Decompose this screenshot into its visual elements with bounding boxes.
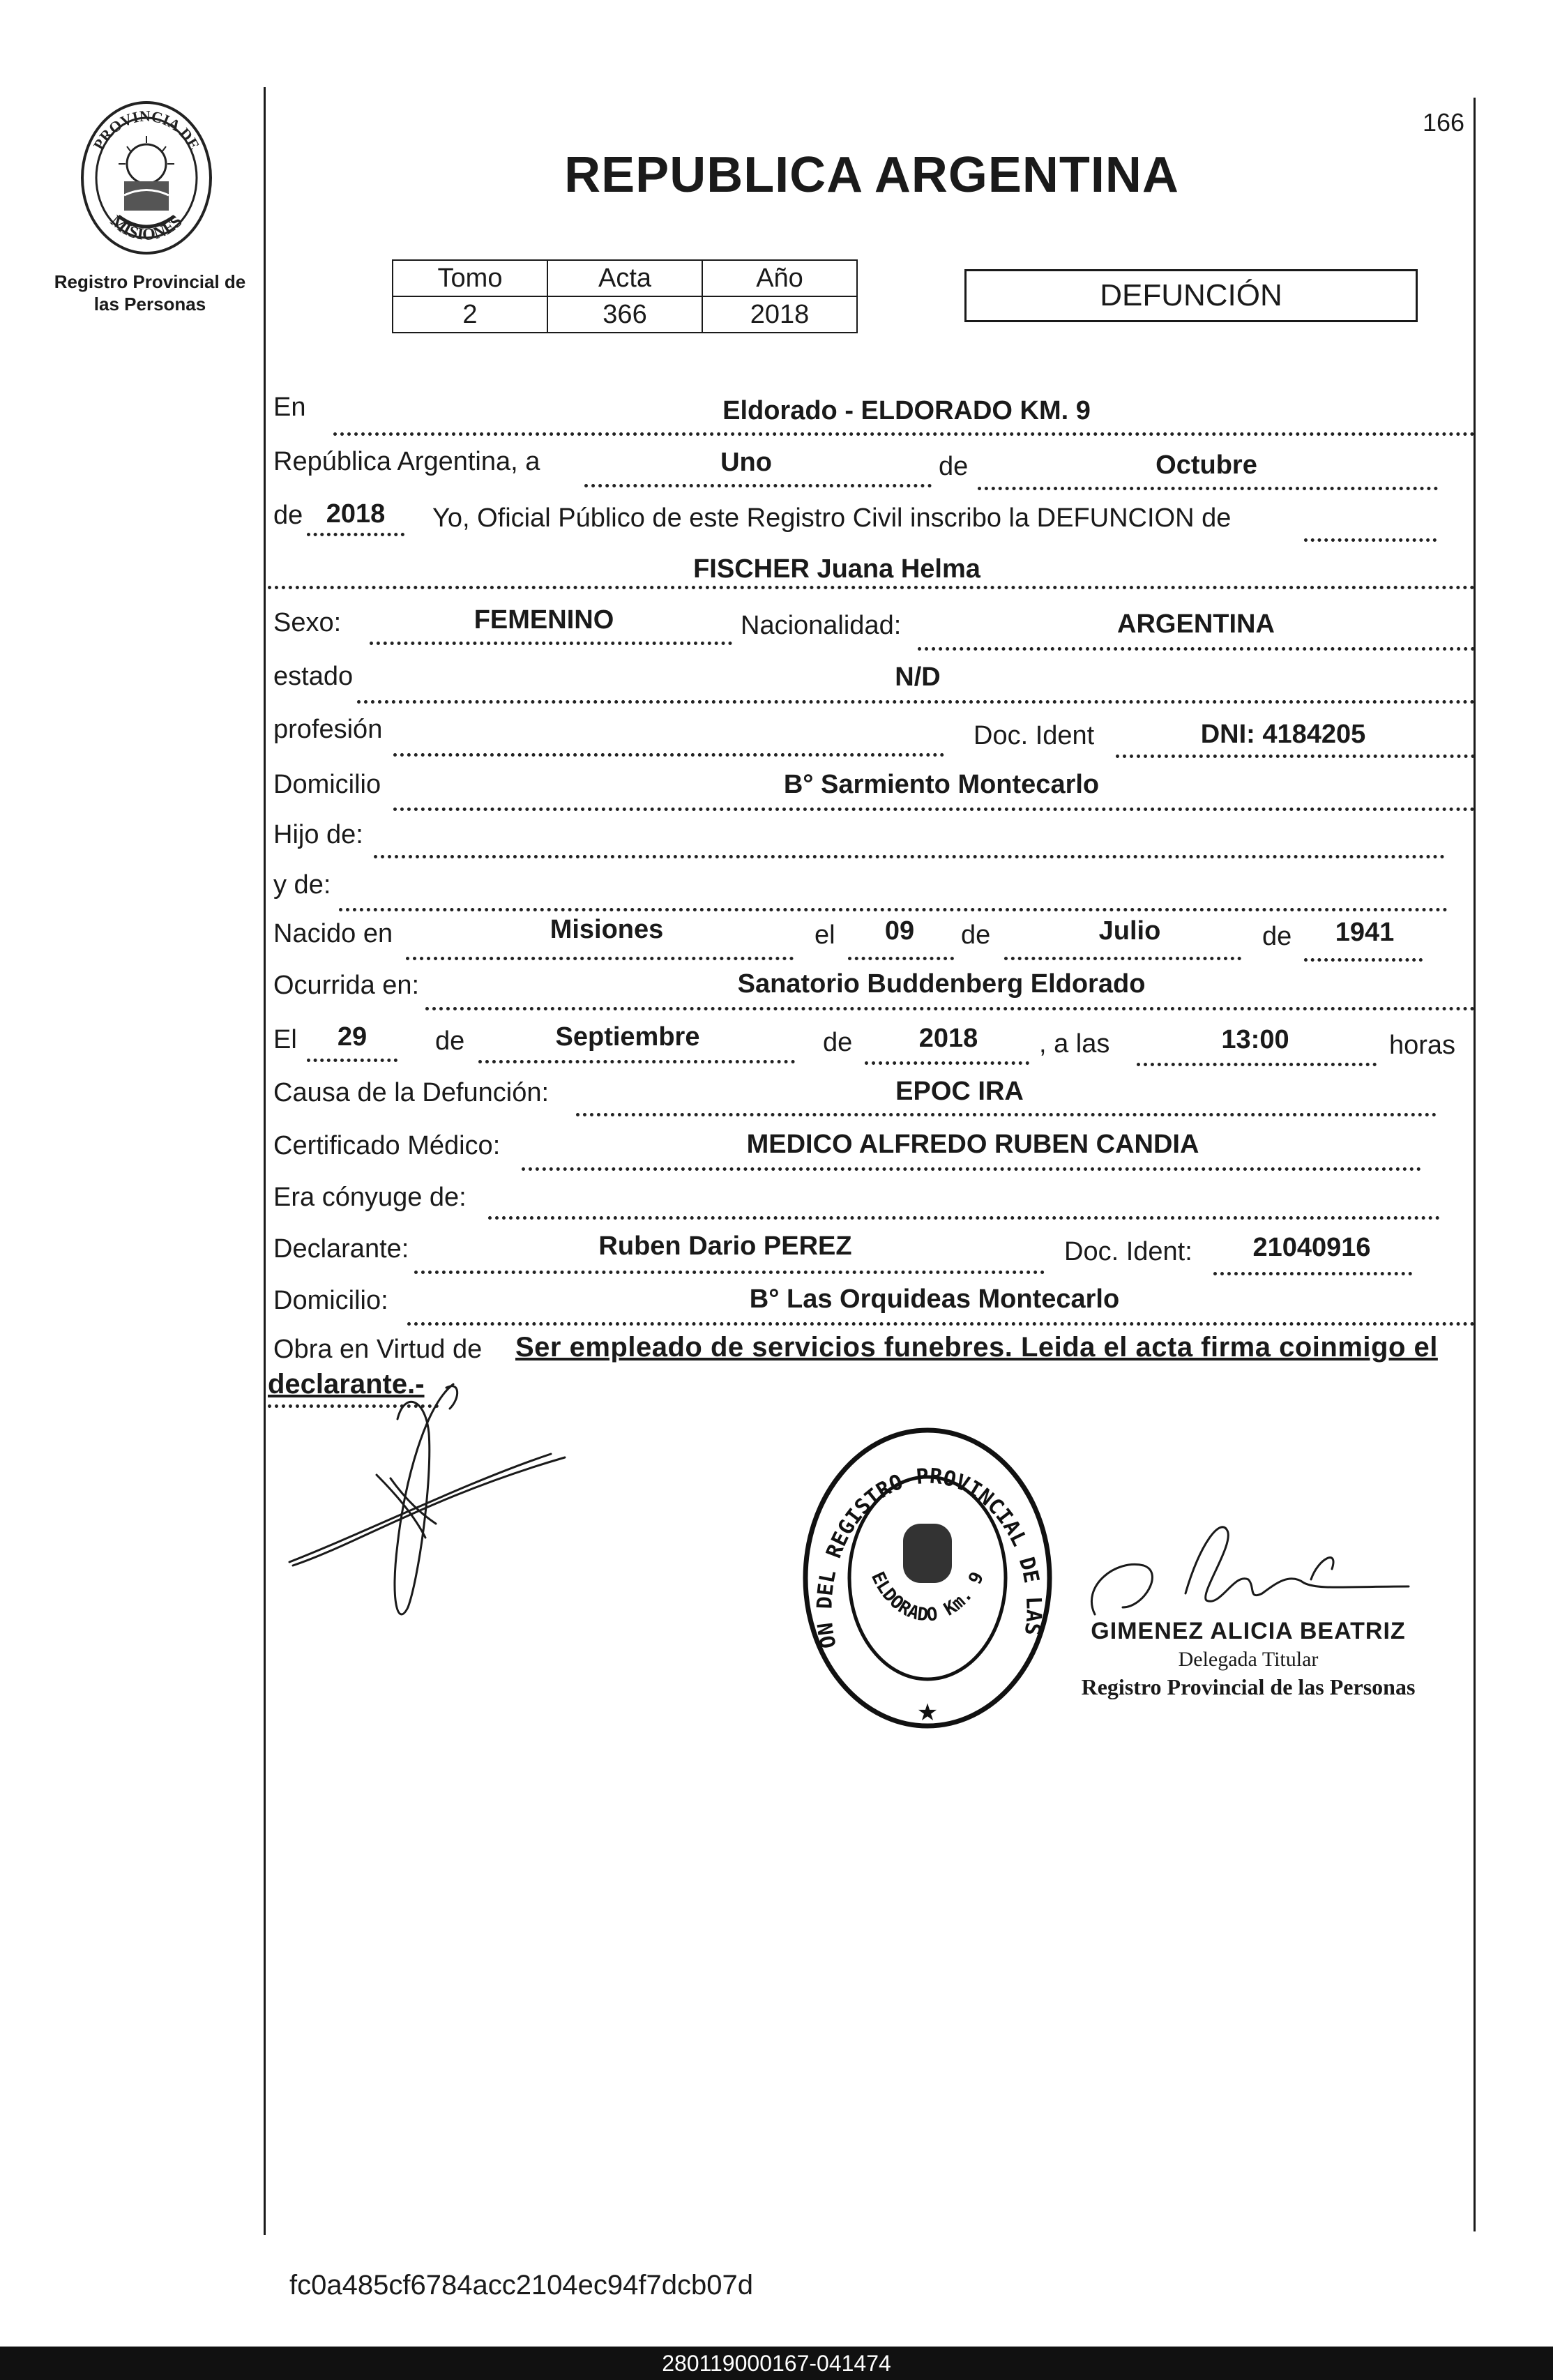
official-signature — [1081, 1517, 1416, 1621]
place-value: Eldorado - ELDORADO KM. 9 — [722, 396, 1091, 425]
svg-text:★: ★ — [916, 1699, 939, 1726]
el-label: El — [273, 1025, 297, 1054]
dotted-line — [918, 647, 1475, 651]
province-coat-of-arms — [77, 98, 216, 258]
doc-ident-value: DNI: 4184205 — [1200, 720, 1366, 749]
certificado-label: Certificado Médico: — [273, 1131, 501, 1160]
table-cell-year: 2018 — [702, 296, 857, 333]
official-org: Registro Provincial de las Personas — [1081, 1674, 1416, 1699]
dotted-line — [307, 533, 404, 536]
certificado-value: MEDICO ALFREDO RUBEN CANDIA — [746, 1130, 1199, 1159]
svg-text:ELDORADO Km. 9: ELDORADO Km. 9 — [866, 1568, 989, 1626]
document-hash: fc0a485cf6784acc2104ec94f7dcb07d — [289, 2270, 753, 2301]
nacido-anio-value: 1941 — [1335, 918, 1395, 947]
dotted-line — [307, 1059, 397, 1062]
horas-label: horas — [1389, 1031, 1456, 1060]
table-row — [393, 296, 857, 333]
record-type-box: DEFUNCIÓN — [964, 269, 1418, 322]
nacionalidad-value: ARGENTINA — [1117, 609, 1275, 639]
dotted-line — [1004, 957, 1241, 960]
obra-text-line1: Ser empleado de servicios funebres. Leida el acta firma coinmigo el — [515, 1332, 1438, 1363]
dotted-line — [848, 957, 954, 960]
obra-text-line2: declarante.- — [268, 1369, 425, 1400]
right-margin-line — [1474, 98, 1476, 2231]
dotted-line — [1116, 755, 1475, 758]
svg-text:PROVINCIA DE: PROVINCIA DE — [89, 107, 204, 153]
dotted-line — [407, 1322, 1475, 1326]
dotted-line — [978, 487, 1438, 490]
left-margin-line — [264, 87, 266, 2235]
nacido-dia-value: 09 — [884, 916, 915, 946]
sexo-label: Sexo: — [273, 608, 342, 637]
page-title: REPUBLICA ARGENTINA — [564, 147, 1179, 203]
de-label: de — [1262, 922, 1292, 951]
fecha-anio-value: 2018 — [918, 1024, 978, 1053]
yde-label: y de: — [273, 870, 331, 900]
ocurrida-lugar-value: Sanatorio Buddenberg Eldorado — [737, 969, 1146, 999]
declarante-label: Declarante: — [273, 1234, 409, 1264]
year-value: 2018 — [326, 499, 386, 529]
dotted-line — [865, 1061, 1029, 1065]
dotted-line — [406, 957, 794, 960]
dotted-line — [488, 1216, 1440, 1220]
domicilio2-label: Domicilio: — [273, 1286, 388, 1315]
de-label: de — [273, 501, 303, 530]
dotted-line — [576, 1113, 1437, 1116]
dotted-line — [522, 1167, 1421, 1171]
svg-text:DELEGACION DEL REGISTRO PROVIN: ON DEL REGISTRO PROVINCIAL DE LAS — [812, 1464, 1046, 1651]
table-cell-acta: 366 — [547, 296, 702, 333]
sexo-value: FEMENINO — [474, 605, 614, 635]
page-number: 166 — [1423, 108, 1465, 137]
month-value: Octubre — [1156, 450, 1257, 480]
profesion-label: profesión — [273, 715, 383, 744]
nacido-mes-value: Julio — [1098, 916, 1161, 946]
table-header-cell: Acta — [547, 260, 702, 296]
domicilio2-value: B° Las Orquideas Montecarlo — [749, 1284, 1120, 1314]
deceased-name-value: FISCHER Juana Helma — [693, 554, 980, 584]
conyuge-label: Era cónyuge de: — [273, 1183, 467, 1212]
day-words-value: Uno — [720, 448, 772, 477]
hora-value: 13:00 — [1221, 1025, 1289, 1054]
en-label: En — [273, 393, 306, 422]
dotted-line — [333, 432, 1475, 436]
dotted-line — [584, 484, 932, 487]
ocurrida-label: Ocurrida en: — [273, 971, 420, 1000]
registry-name: Registro Provincial de las Personas — [54, 271, 246, 314]
doc-ident-label: Doc. Ident — [974, 721, 1095, 750]
causa-value: EPOC IRA — [895, 1077, 1024, 1106]
obra-label: Obra en Virtud de — [273, 1335, 483, 1364]
table-cell-tomo: 2 — [393, 296, 547, 333]
estado-label: estado — [273, 662, 354, 691]
domicilio-value: B° Sarmiento Montecarlo — [783, 770, 1100, 799]
estado-value: N/D — [895, 662, 941, 692]
causa-label: Causa de la Defunción: — [273, 1078, 550, 1107]
dotted-line — [1213, 1272, 1412, 1275]
domicilio-label: Domicilio — [273, 770, 381, 799]
dotted-line — [357, 700, 1475, 704]
dotted-line — [414, 1271, 1045, 1274]
doc-ident2-value: 21040916 — [1252, 1233, 1371, 1262]
official-role: Delegada Titular — [1178, 1648, 1319, 1671]
dotted-line — [425, 1007, 1475, 1010]
table-header-cell: Año — [702, 260, 857, 296]
dotted-line — [370, 642, 732, 645]
official-block — [1074, 1618, 1423, 1700]
official-seal — [798, 1419, 1056, 1736]
nacido-label: Nacido en — [273, 919, 393, 948]
official-text: Yo, Oficial Público de este Registro Civil inscribo la DEFUNCION de — [432, 503, 1232, 533]
dotted-line — [1304, 958, 1423, 962]
declarante-value: Ruben Dario PEREZ — [598, 1231, 852, 1261]
nacionalidad-label: Nacionalidad: — [741, 611, 902, 640]
table-header-cell: Tomo — [393, 260, 547, 296]
republica-label: República Argentina, a — [273, 447, 540, 476]
alas-label: , a las — [1039, 1029, 1110, 1059]
dotted-line — [393, 808, 1475, 811]
hijo-label: Hijo de: — [273, 820, 363, 849]
svg-text:MISIONES: MISIONES — [106, 212, 186, 245]
fecha-dia-value: 29 — [337, 1022, 368, 1052]
dotted-line — [1304, 538, 1437, 542]
fecha-mes-value: Septiembre — [555, 1022, 700, 1052]
official-name: GIMENEZ ALICIA BEATRIZ — [1091, 1618, 1406, 1644]
dotted-line — [478, 1060, 795, 1063]
de-label: de — [961, 920, 991, 950]
dotted-line — [268, 586, 1475, 589]
el-label: el — [815, 920, 835, 950]
dotted-line — [1137, 1063, 1377, 1066]
de-label: de — [939, 452, 969, 481]
footer-code-bar: 280119000167-041474 — [0, 2347, 1553, 2380]
dotted-line — [374, 855, 1445, 858]
tomo-acta-year-table — [392, 259, 858, 333]
dotted-line — [393, 753, 944, 757]
de-label: de — [435, 1026, 465, 1056]
declarant-signature — [286, 1377, 579, 1642]
doc-ident2-label: Doc. Ident: — [1064, 1237, 1192, 1266]
nacido-lugar-value: Misiones — [550, 915, 664, 944]
de-label: de — [823, 1028, 853, 1057]
table-header-row — [393, 260, 857, 296]
dotted-line — [339, 908, 1448, 911]
